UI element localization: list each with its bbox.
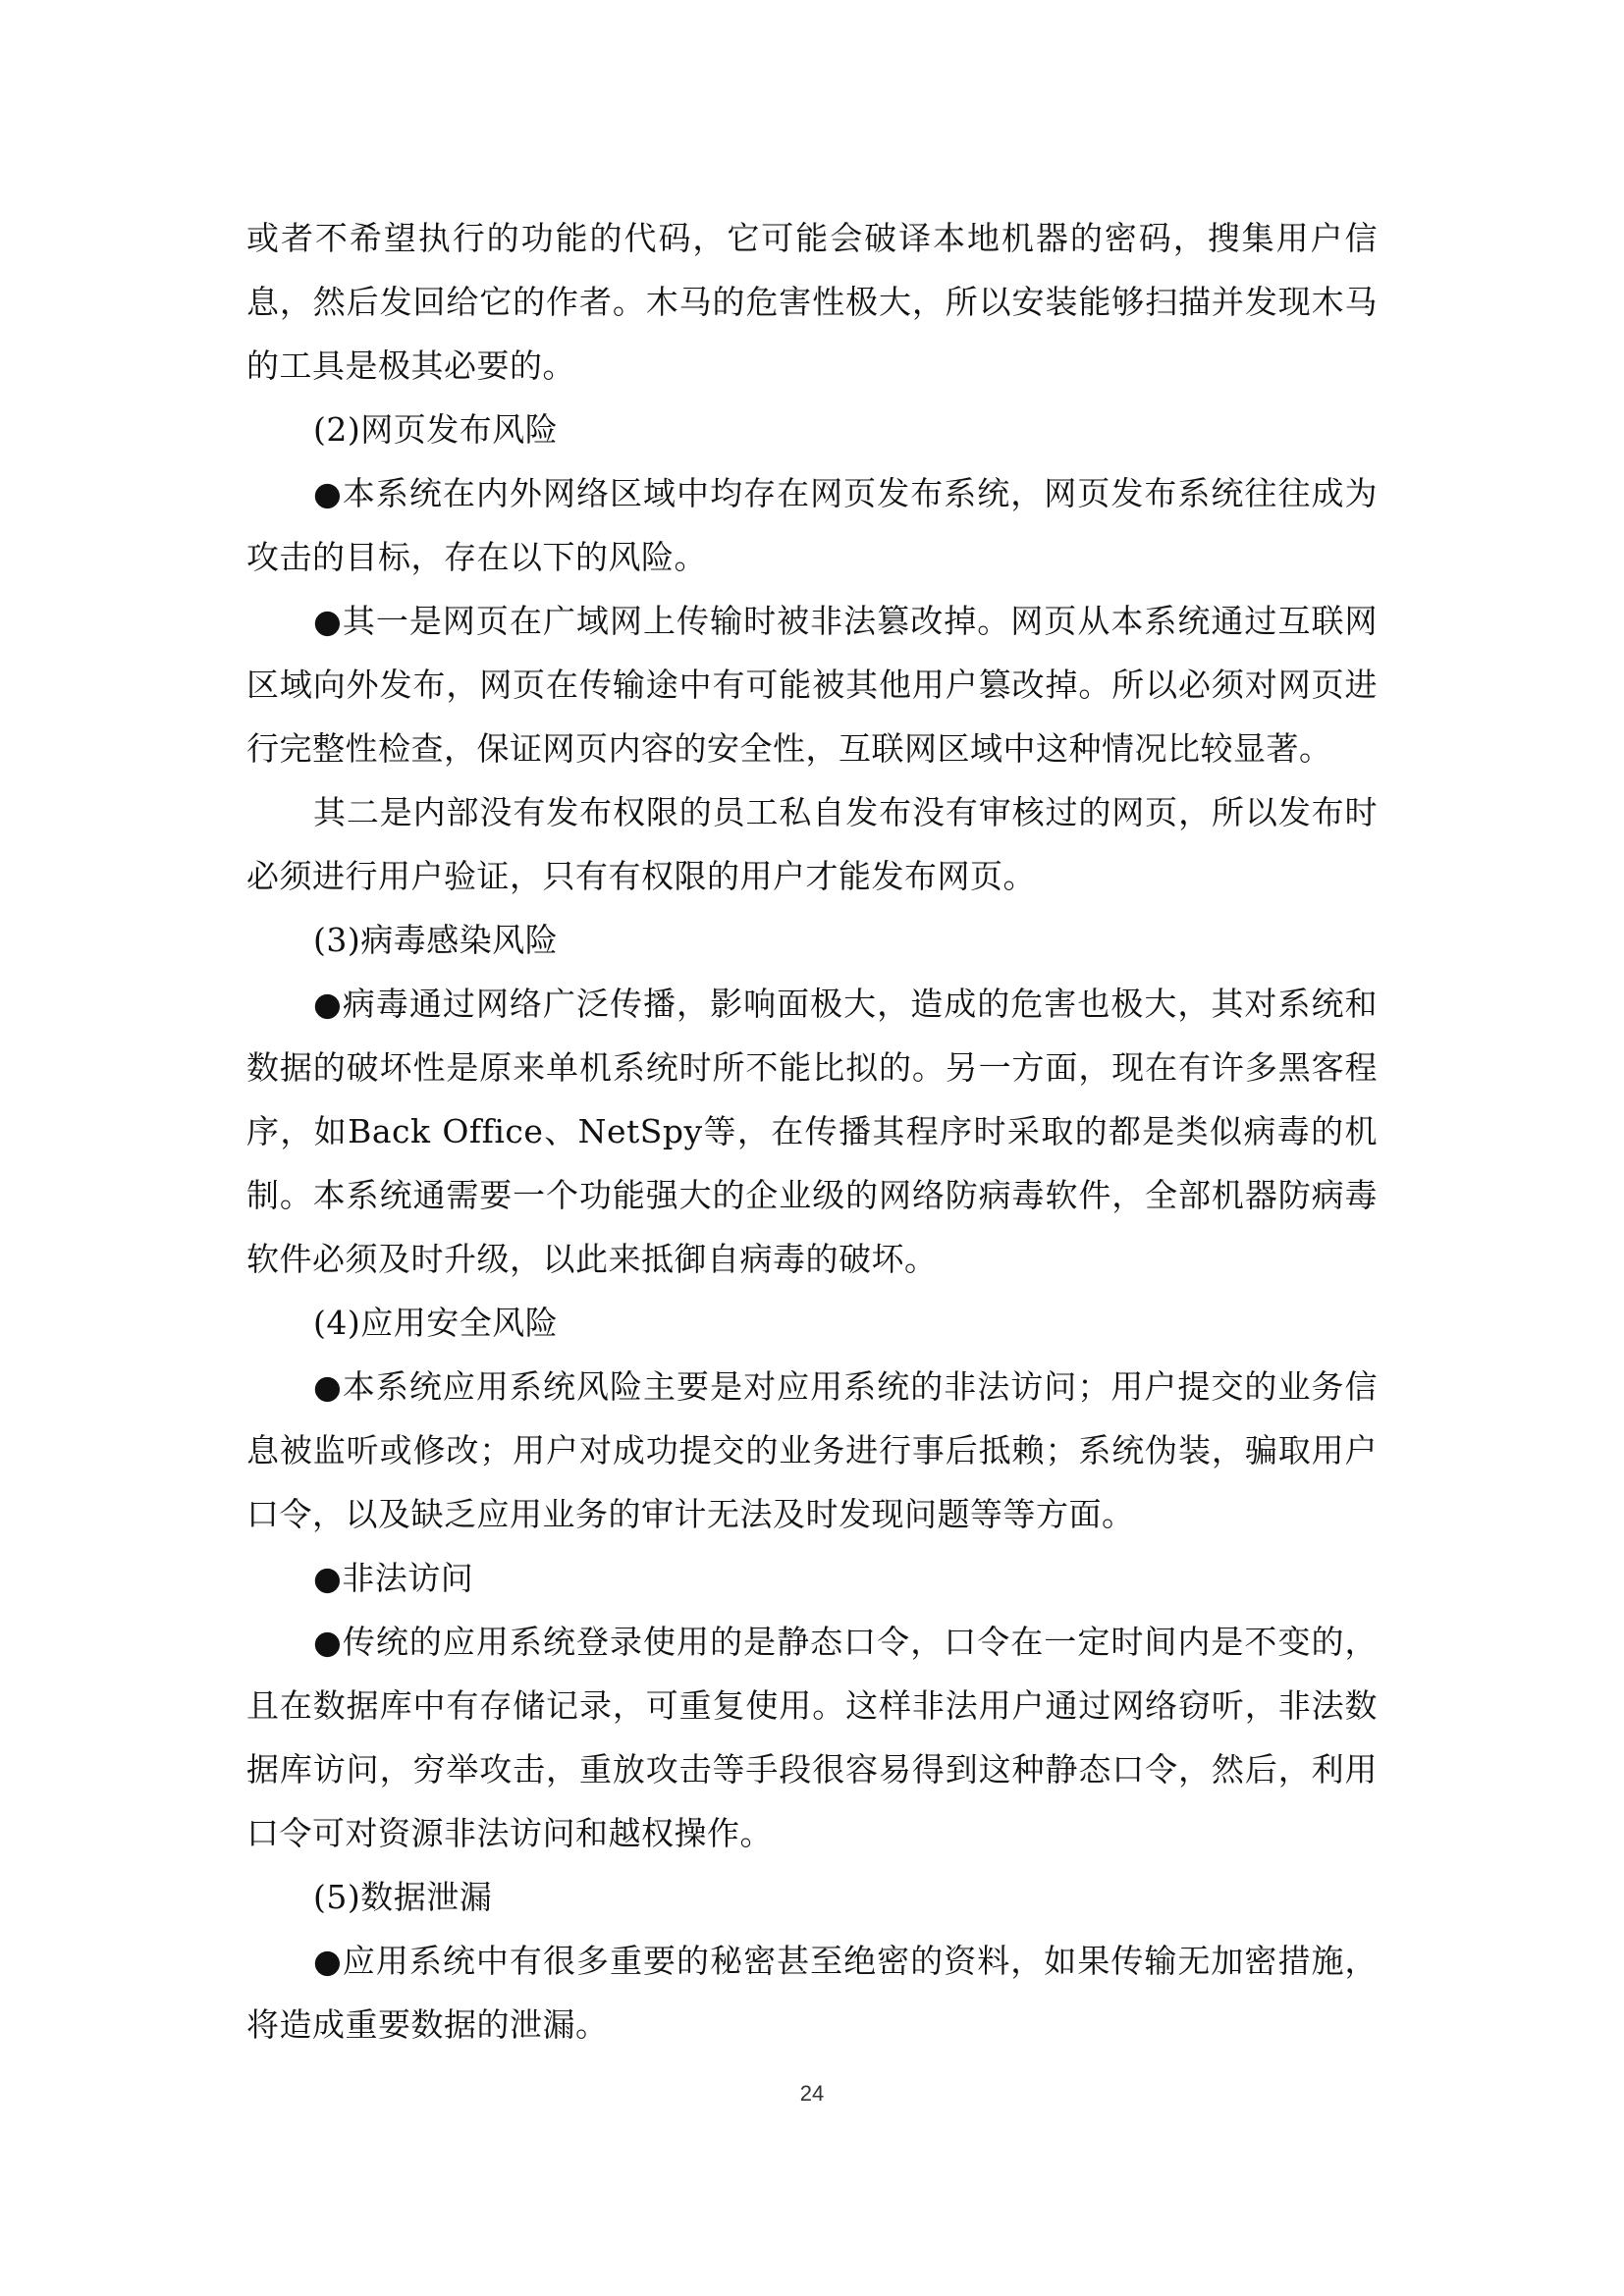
heading-data-leakage: (5)数据泄漏 — [313, 1878, 493, 1916]
paragraph-application-security: ●本系统应用系统风险主要是对应用系统的非法访问；用户提交的业务信息被监听或修改；用户对成功提交的业务进行事后抵赖；系统伪装，骗取用户口令，以及缺乏应用业务的审计无法及时发现问题等等方面。 — [246, 1367, 1378, 1533]
paragraph-trojan-continued: 或者不希望执行的功能的代码，它可能会破译本地机器的密码，搜集用户信息，然后发回给它的作者。木马的危害性极大，所以安装能够扫描并发现木马的工具是极其必要的。 — [246, 219, 1378, 385]
paragraph-virus-infection: ●病毒通过网络广泛传播，影响面极大，造成的危害也极大，其对系统和数据的破坏性是原来单机系统时所不能比拟的。另一方面，现在有许多黑客程序，如Back Office、NetSpy等，在传播其程序时采取的都是类似病毒的机制。本系统通需要一个功能强大的企业级的网络防病毒软件，全部机器防病毒软件必须及时升级，以此来抵御自病毒的破坏。 — [246, 985, 1378, 1278]
paragraph-unauthorized-publishing: 其二是内部没有发布权限的员工私自发布没有审核过的网页，所以发布时必须进行用户验证，只有有权限的用户才能发布网页。 — [246, 793, 1378, 895]
page-number: 24 — [799, 2081, 825, 2106]
heading-illegal-access: ●非法访问 — [313, 1559, 474, 1597]
heading-web-publishing-risk: (2)网页发布风险 — [313, 410, 559, 449]
paragraph-static-password: ●传统的应用系统登录使用的是静态口令，口令在一定时间内是不变的，且在数据库中有存储记录，可重复使用。这样非法用户通过网络窃听，非法数据库访问，穷举攻击，重放攻击等手段很容易得到这种静态口令，然后，利用口令可对资源非法访问和越权操作。 — [246, 1623, 1378, 1852]
paragraph-web-publishing-intro: ●本系统在内外网络区域中均存在网页发布系统，网页发布系统往往成为攻击的目标，存在以下的风险。 — [246, 474, 1378, 576]
paragraph-data-leakage: ●应用系统中有很多重要的秘密甚至绝密的资料，如果传输无加密措施，将造成重要数据的泄漏。 — [246, 1942, 1378, 2044]
heading-application-security-risk: (4)应用安全风险 — [313, 1304, 559, 1342]
heading-virus-infection-risk: (3)病毒感染风险 — [313, 921, 559, 959]
paragraph-web-tampering: ●其一是网页在广域网上传输时被非法篡改掉。网页从本系统通过互联网区域向外发布，网页在传输途中有可能被其他用户篡改掉。所以必须对网页进行完整性检查，保证网页内容的安全性，互联网区域中这种情况比较显著。 — [246, 602, 1378, 768]
document-body — [246, 206, 1378, 2056]
